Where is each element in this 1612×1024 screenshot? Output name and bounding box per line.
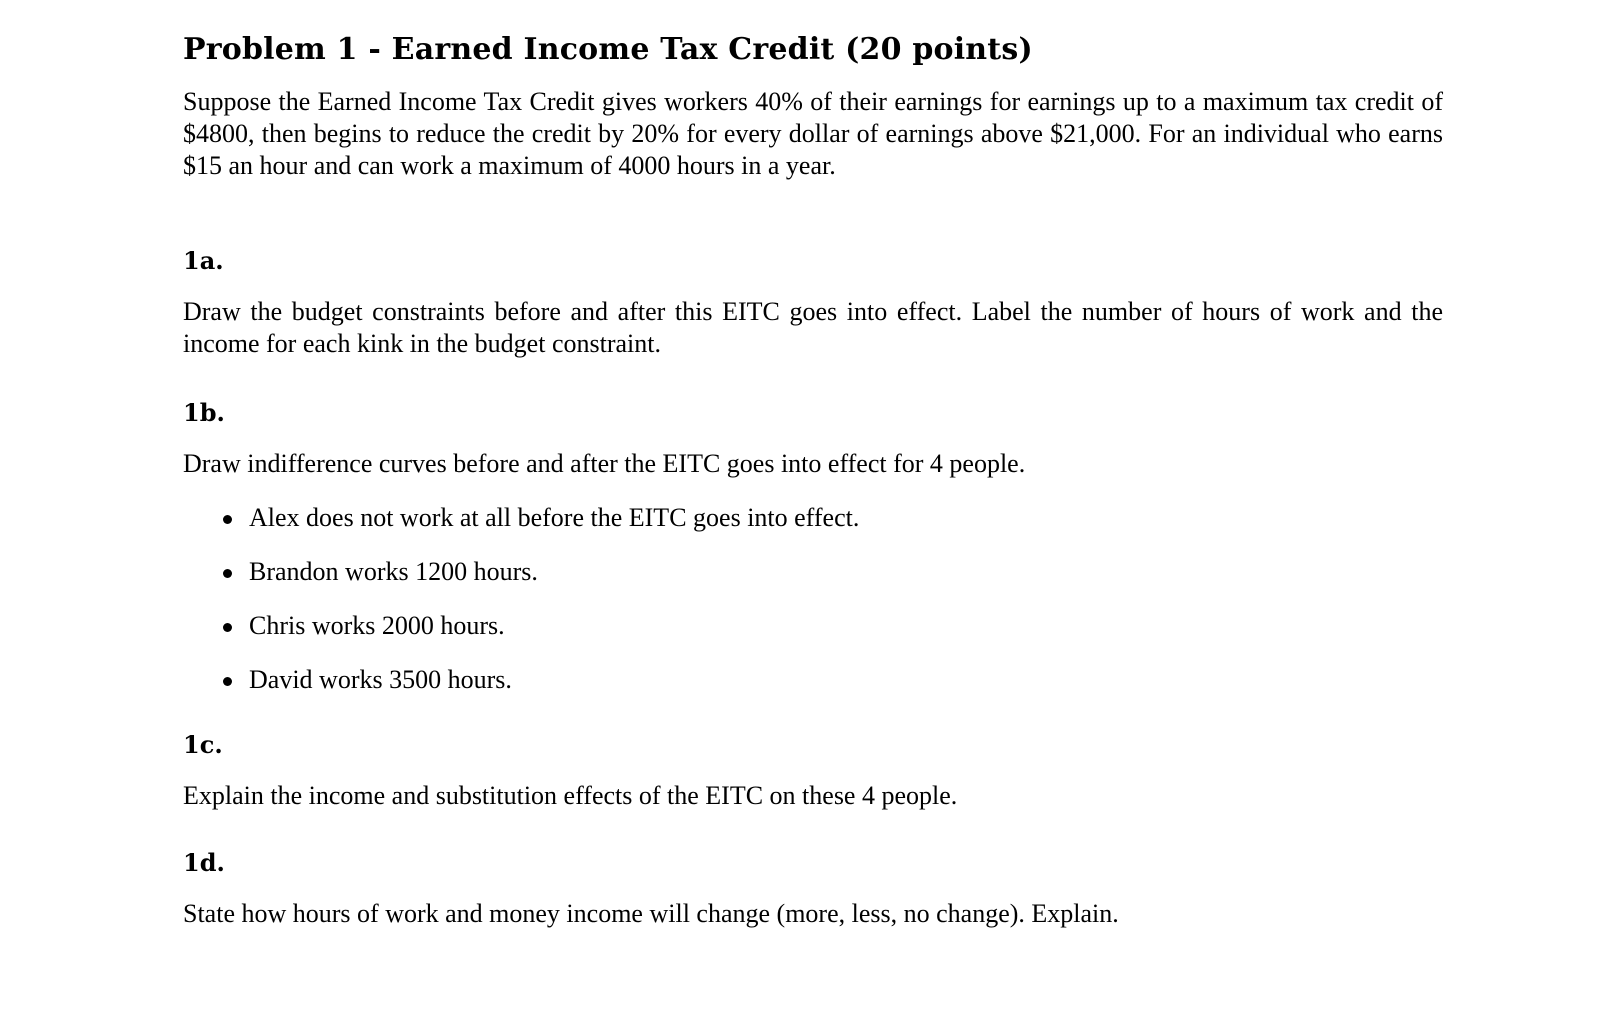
bullet-icon	[223, 623, 232, 632]
bullet-icon	[223, 569, 232, 578]
problem-page	[183, 28, 1443, 930]
list-item-text: David works 3500 hours.	[249, 665, 512, 694]
part-text: Draw indifference curves before and after the EITC goes into effect for 4 people.	[183, 449, 1026, 478]
part-label: 1a.	[183, 246, 224, 275]
part-label: 1d.	[183, 848, 225, 877]
bullet-icon	[223, 515, 232, 524]
part-label: 1c.	[183, 730, 223, 759]
part-text: Explain the income and substitution effects of the EITC on these 4 people.	[183, 781, 958, 810]
list-item-text: Brandon works 1200 hours.	[249, 557, 538, 586]
part-1d	[183, 848, 1443, 930]
list-item	[223, 664, 1443, 696]
problem-intro: Suppose the Earned Income Tax Credit gives workers 40% of their earnings for earnings up to a maximum tax credit of $4800, then begins to reduce the credit by 20% for every dollar of earnings above $21,000. For an individual who earns $15 an hour and can work a maximum of 4000 hours in a year.	[183, 87, 1443, 180]
part-label: 1b.	[183, 398, 225, 427]
list-item-text: Chris works 2000 hours.	[249, 611, 505, 640]
bullet-icon	[223, 677, 232, 686]
list-item	[223, 556, 1443, 588]
part-text: State how hours of work and money income will change (more, less, no change). Explain.	[183, 899, 1119, 928]
bullet-list	[183, 502, 1443, 696]
list-item	[223, 502, 1443, 534]
part-1c	[183, 730, 1443, 812]
list-item	[223, 610, 1443, 642]
list-item-text: Alex does not work at all before the EITC goes into effect.	[249, 503, 860, 532]
part-1a	[183, 246, 1443, 360]
part-1b	[183, 398, 1443, 696]
part-text: Draw the budget constraints before and after this EITC goes into effect. Label the number of hours of work and the income for each kink in the budget constraint.	[183, 297, 1443, 358]
problem-title: Problem 1 - Earned Income Tax Credit (20 points)	[183, 32, 1033, 67]
